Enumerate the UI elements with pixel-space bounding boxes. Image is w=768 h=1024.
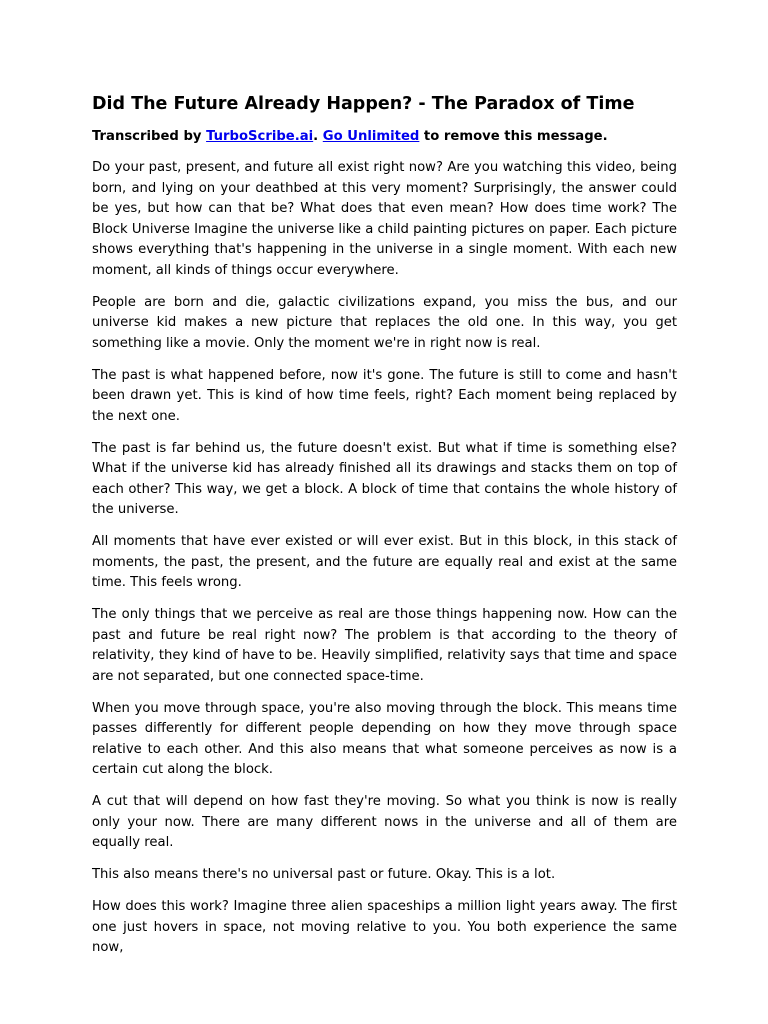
paragraph: The only things that we perceive as real are those things happening now. How can the past and future be real right now? The problem is that according to the theory of relativity, they kind of have to be. Heavily simplified, relativity says that time and space are not separated, but one connected space-time. [92,607,677,684]
credit-suffix: to remove this message. [419,129,608,144]
document-title: Did The Future Already Happen? - The Paradox of Time [92,94,635,114]
transcription-credit [92,128,677,146]
paragraph: When you move through space, you're also moving through the block. This means time passes differently for different people depending on how they move through space relative to each other. And this also means that what someone perceives as now is a certain cut along the block. [92,700,677,777]
credit-separator: . [313,129,323,144]
go-unlimited-link[interactable]: Go Unlimited [322,129,420,144]
paragraph: All moments that have ever existed or will ever exist. But in this block, in this stack of moments, the past, the present, and the future are equally real and exist at the same time. This feels wrong. [92,534,677,590]
paragraph: A cut that will depend on how fast they're moving. So what you think is now is really only your now. There are many different nows in the universe and all of them are equally real. [92,794,677,850]
paragraph: People are born and die, galactic civilizations expand, you miss the bus, and our universe kid makes a new picture that replaces the old one. In this way, you get something like a movie. Only the moment we're in right now is real. [92,294,677,351]
paragraph: Do your past, present, and future all exist right now? Are you watching this video, being born, and lying on your deathbed at this very moment? Surprisingly, the answer could be yes, but how can that be? What does that even mean? How does time work? The Block Universe Imagine the universe like a child painting pictures on paper. Each picture shows everything that's happening in the universe in a single moment. With each new moment, all kinds of things occur everywhere. [92,160,677,278]
document-content [92,93,677,970]
paragraph: This also means there's no universal past or future. Okay. This is a lot. [92,867,556,882]
credit-prefix: Transcribed by [92,129,207,144]
paragraph: The past is what happened before, now it's gone. The future is still to come and hasn't been drawn yet. This is kind of how time feels, right? Each moment being replaced by the next one. [92,367,677,424]
turboscribe-link[interactable]: TurboScribe.ai [206,129,314,144]
paragraph: The past is far behind us, the future doesn't exist. But what if time is something else? What if the universe kid has already finished all its drawings and stacks them on top of each other? This way, we get a block. A block of time that contains the whole history of the universe. [92,440,677,517]
paragraph: How does this work? Imagine three alien spaceships a million light years away. The first one just hovers in space, not moving relative to you. You both experience the same now, [92,899,677,955]
